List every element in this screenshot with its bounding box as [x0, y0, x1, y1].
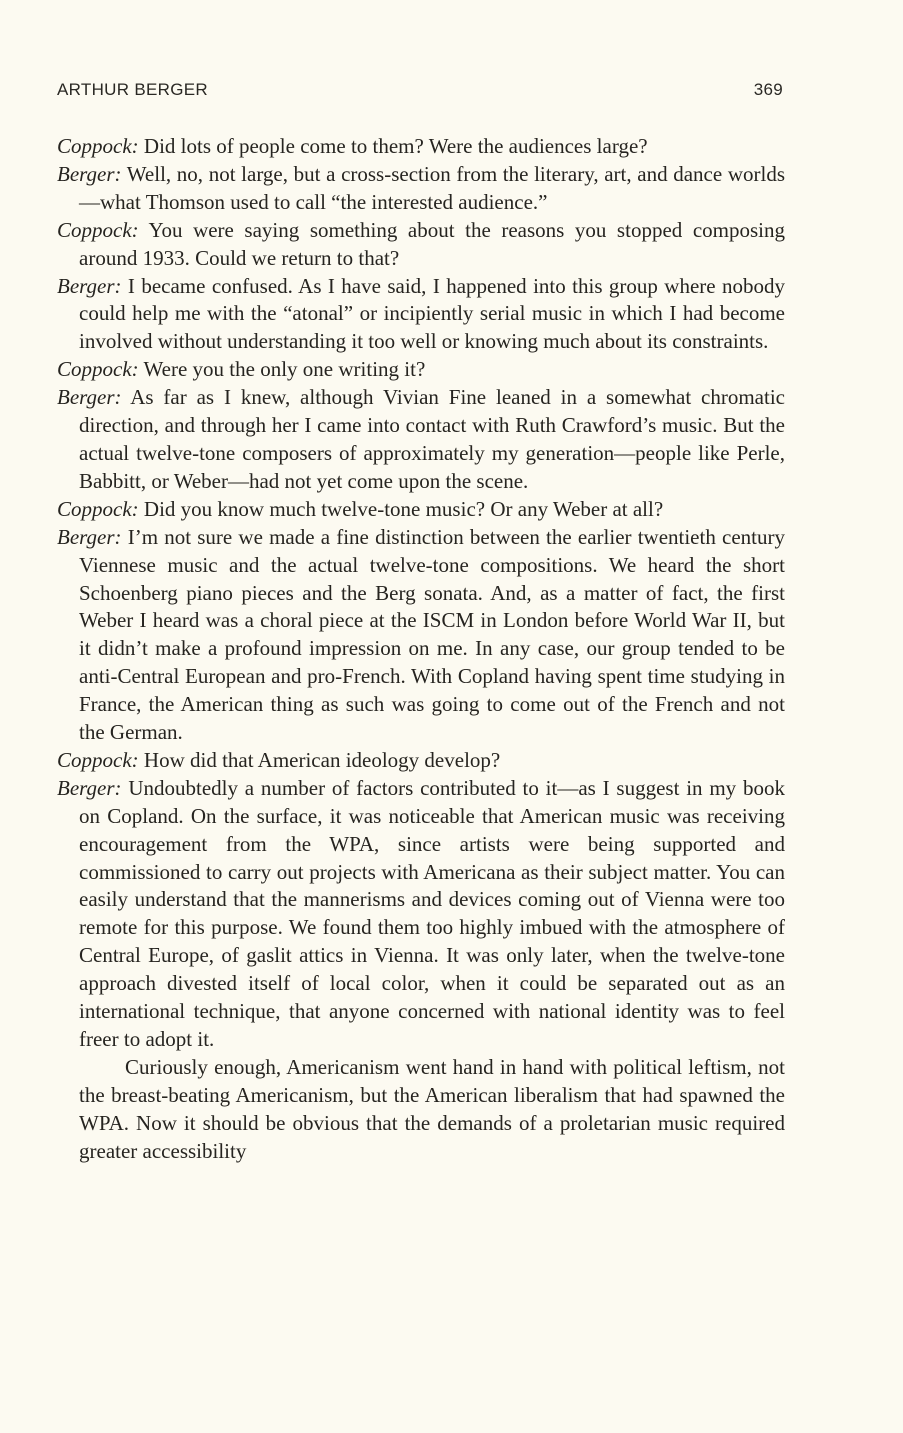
speaker-label: Berger:: [57, 385, 122, 410]
speaker-label: Coppock:: [57, 496, 139, 521]
dialogue-paragraph: [57, 356, 785, 384]
paragraph-text: Did you know much twelve-tone music? Or any Weber at all?: [138, 496, 664, 521]
continuation-paragraph: [57, 1054, 785, 1166]
paragraph-text: I’m not sure we made a fine distinction between the earlier twentieth century Viennese music and the actual twelve-tone compositions. We heard the short Schoenberg piano pieces and the Berg sonata. And, as a matter of fact, the first Weber I heard was a choral piece at the ISCM in London before World War II, but it didn’t make a profound impression on me. In any case, our group tended to be anti-Central European and pro-French. With Copland having spent time studying in France, the American thing as such was going to come out of the French and not the German.: [79, 524, 785, 745]
speaker-label: Berger:: [57, 524, 122, 549]
dialogue-paragraph: [57, 384, 785, 496]
interview-text: [57, 133, 785, 1166]
paragraph-text: Well, no, not large, but a cross-section from the literary, art, and dance worlds—what Thomson used to call “the interested audience.”: [79, 161, 785, 214]
paragraph-text: You were saying something about the reasons you stopped composing around 1933. Could we return to that?: [79, 217, 785, 270]
paragraph-text: Undoubtedly a number of factors contributed to it—as I suggest in my book on Copland. On the surface, it was noticeable that American music was receiving encouragement from the WPA, since artists were being supported and commissioned to carry out projects with Americana as their subject matter. You can easily understand that the mannerisms and devices coming out of Vienna were too remote for this purpose. We found them too highly imbued with the atmosphere of Central Europe, of gaslit attics in Vienna. It was only later, when the twelve-tone approach divested itself of local color, when it could be separated out as an international technique, that anyone concerned with national identity was to feel freer to adopt it.: [79, 775, 785, 1051]
speaker-label: Berger:: [57, 161, 122, 186]
speaker-label: Coppock:: [57, 357, 139, 382]
paragraph-text: As far as I knew, although Vivian Fine leaned in a somewhat chromatic direction, and through her I came into contact with Ruth Crawford’s music. But the actual twelve-tone composers of approximately my generation—people like Perle, Babbitt, or Weber—had not yet come upon the scene.: [79, 385, 785, 493]
running-head: [57, 80, 783, 100]
paragraph-text: Were you the only one writing it?: [138, 357, 426, 382]
dialogue-paragraph: [57, 747, 785, 775]
paragraph-text: I became confused. As I have said, I happened into this group where nobody could help me with the “atonal” or incipiently serial music in which I had become involved without understanding it too well or knowing much about its constraints.: [79, 273, 785, 354]
dialogue-paragraph: [57, 217, 785, 273]
paragraph-text: How did that American ideology develop?: [138, 747, 501, 772]
paragraph-text: Curiously enough, Americanism went hand in hand with political leftism, not the breast-beating Americanism, but the American liberalism that had spawned the WPA. Now it should be obvious that the demands of a proletarian music required greater accessibility: [79, 1054, 785, 1163]
running-head-author: ARTHUR BERGER: [57, 80, 208, 99]
speaker-label: Berger:: [57, 775, 122, 800]
speaker-label: Coppock:: [57, 747, 139, 772]
paragraph-text: Did lots of people come to them? Were the audiences large?: [138, 134, 648, 158]
speaker-label: Coppock:: [57, 217, 139, 242]
dialogue-paragraph: [57, 133, 785, 161]
dialogue-paragraph: [57, 775, 785, 1054]
dialogue-paragraph: [57, 524, 785, 747]
dialogue-paragraph: [57, 496, 785, 524]
dialogue-paragraph: [57, 161, 785, 217]
dialogue-paragraph: [57, 273, 785, 357]
speaker-label: Coppock:: [57, 134, 139, 158]
speaker-label: Berger:: [57, 273, 122, 298]
page-number: 369: [753, 80, 783, 99]
